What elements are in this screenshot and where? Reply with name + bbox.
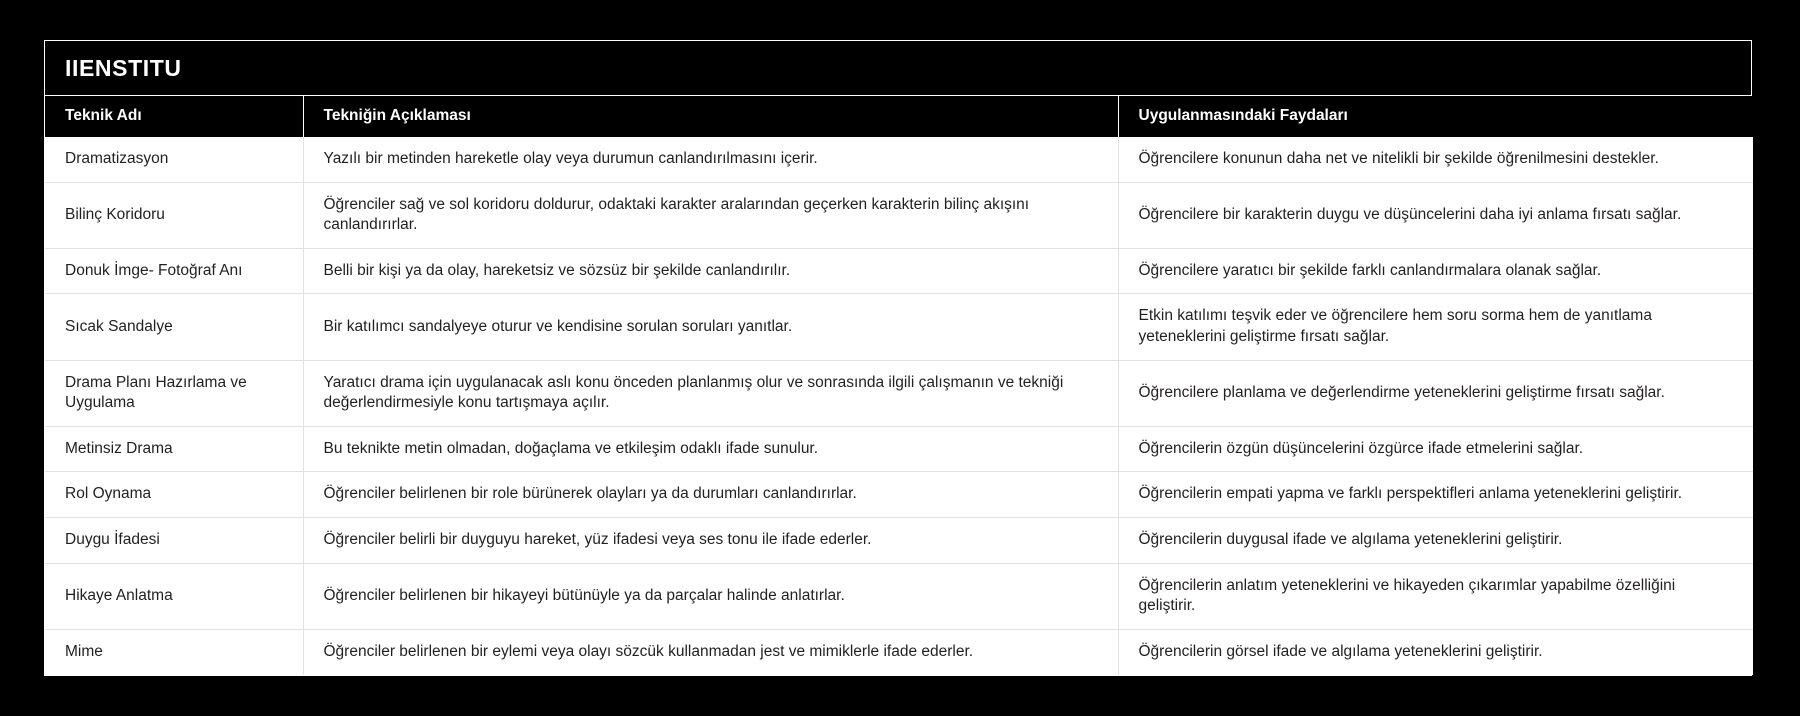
cell-technique-description: Bu teknikte metin olmadan, doğaçlama ve etkileşim odaklı ifade sunulur. — [303, 426, 1118, 472]
cell-application-benefit: Öğrencilerin anlatım yeteneklerini ve hikayeden çıkarımlar yapabilme özelliğini geliştirir. — [1118, 563, 1753, 629]
table-row — [45, 472, 1753, 518]
table-row — [45, 248, 1753, 294]
cell-application-benefit: Öğrencilere yaratıcı bir şekilde farklı canlandırmalara olanak sağlar. — [1118, 248, 1753, 294]
column-header-application-benefits: Uygulanmasındaki Faydaları — [1118, 96, 1753, 137]
table-header — [45, 96, 1753, 137]
cell-application-benefit: Öğrencilere bir karakterin duygu ve düşüncelerini daha iyi anlama fırsatı sağlar. — [1118, 182, 1753, 248]
cell-technique-description: Öğrenciler belirli bir duyguyu hareket, yüz ifadesi veya ses tonu ile ifade ederler. — [303, 518, 1118, 564]
cell-technique-description: Öğrenciler belirlenen bir hikayeyi bütünüyle ya da parçalar halinde anlatırlar. — [303, 563, 1118, 629]
cell-technique-name: Dramatizasyon — [45, 137, 303, 182]
cell-technique-description: Öğrenciler sağ ve sol koridoru doldurur, odaktaki karakter aralarından geçerken karakterin bilinç akışını canlandırırlar. — [303, 182, 1118, 248]
cell-application-benefit: Öğrencilerin duygusal ifade ve algılama yeteneklerini geliştirir. — [1118, 518, 1753, 564]
techniques-table-container — [44, 40, 1752, 676]
table-header-row — [45, 96, 1753, 137]
cell-technique-name: Hikaye Anlatma — [45, 563, 303, 629]
table-row — [45, 182, 1753, 248]
cell-technique-description: Yaratıcı drama için uygulanacak aslı konu önceden planlanmış olur ve sonrasında ilgili çalışmanın ve tekniği değerlendirmesiyle konu tartışmaya açılır. — [303, 360, 1118, 426]
table-row — [45, 629, 1753, 674]
cell-technique-name: Metinsiz Drama — [45, 426, 303, 472]
drama-techniques-table — [45, 96, 1753, 675]
cell-technique-description: Öğrenciler belirlenen bir eylemi veya olayı sözcük kullanmadan jest ve mimiklerle ifade ederler. — [303, 629, 1118, 674]
cell-technique-name: Drama Planı Hazırlama ve Uygulama — [45, 360, 303, 426]
cell-application-benefit: Öğrencilerin empati yapma ve farklı perspektifleri anlama yeteneklerini geliştirir. — [1118, 472, 1753, 518]
cell-technique-name: Sıcak Sandalye — [45, 294, 303, 360]
cell-application-benefit: Öğrencilerin özgün düşüncelerini özgürce ifade etmelerini sağlar. — [1118, 426, 1753, 472]
cell-application-benefit: Öğrencilerin görsel ifade ve algılama yeteneklerini geliştirir. — [1118, 629, 1753, 674]
column-header-technique-description: Tekniğin Açıklaması — [303, 96, 1118, 137]
table-row — [45, 518, 1753, 564]
cell-technique-name: Rol Oynama — [45, 472, 303, 518]
cell-technique-name: Donuk İmge- Fotoğraf Anı — [45, 248, 303, 294]
table-row — [45, 426, 1753, 472]
table-row — [45, 563, 1753, 629]
column-header-technique-name: Teknik Adı — [45, 96, 303, 137]
brand-logo-text: IIENSTITU — [65, 54, 182, 81]
cell-application-benefit: Etkin katılımı teşvik eder ve öğrencilere hem soru sorma hem de yanıtlama yeteneklerini geliştirme fırsatı sağlar. — [1118, 294, 1753, 360]
table-row — [45, 294, 1753, 360]
cell-technique-name: Bilinç Koridoru — [45, 182, 303, 248]
cell-technique-description: Belli bir kişi ya da olay, hareketsiz ve sözsüz bir şekilde canlandırılır. — [303, 248, 1118, 294]
table-row — [45, 360, 1753, 426]
cell-application-benefit: Öğrencilere planlama ve değerlendirme yeteneklerini geliştirme fırsatı sağlar. — [1118, 360, 1753, 426]
table-body — [45, 137, 1753, 675]
cell-technique-description: Bir katılımcı sandalyeye oturur ve kendisine sorulan soruları yanıtlar. — [303, 294, 1118, 360]
cell-technique-description: Öğrenciler belirlenen bir role bürünerek olayları ya da durumları canlandırırlar. — [303, 472, 1118, 518]
cell-technique-description: Yazılı bir metinden hareketle olay veya durumun canlandırılmasını içerir. — [303, 137, 1118, 182]
cell-technique-name: Mime — [45, 629, 303, 674]
cell-application-benefit: Öğrencilere konunun daha net ve nitelikli bir şekilde öğrenilmesini destekler. — [1118, 137, 1753, 182]
brand-header — [45, 41, 1751, 96]
cell-technique-name: Duygu İfadesi — [45, 518, 303, 564]
table-row — [45, 137, 1753, 182]
